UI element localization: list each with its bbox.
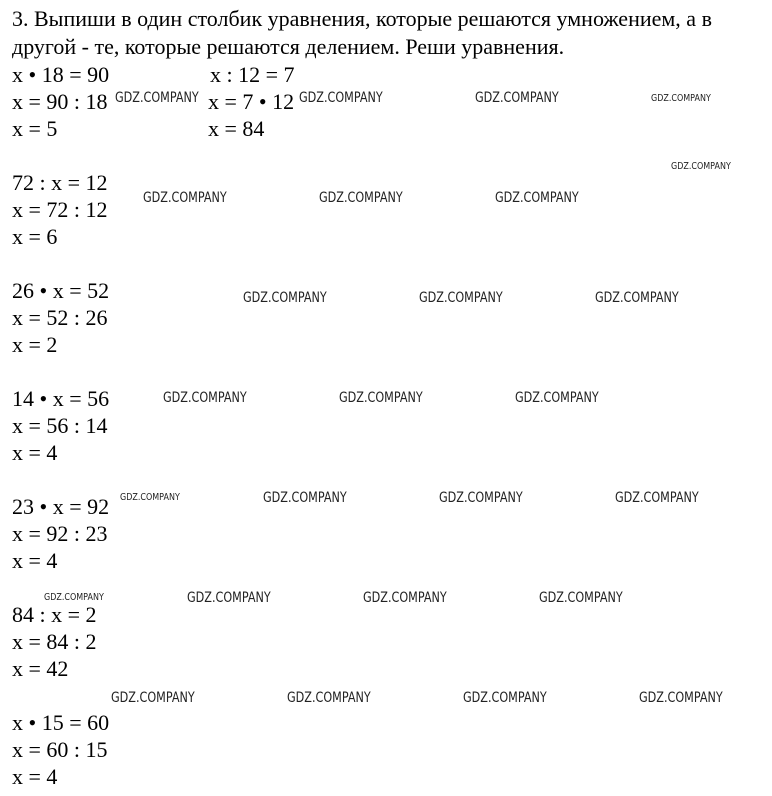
task-text: 3. Выпиши в один столбик уравнения, которые решаются умножением, а в другой - те, которые решаются делением. Реши уравнения. [12, 6, 712, 59]
answer: x = 42 [12, 656, 69, 681]
watermark: GDZ.COMPANY [143, 190, 227, 206]
watermark: GDZ.COMPANY [243, 290, 327, 306]
watermark: GDZ.COMPANY [615, 490, 699, 506]
answer: x = 2 [12, 332, 58, 357]
watermark: GDZ.COMPANY [339, 390, 423, 406]
answer: x = 4 [12, 440, 58, 465]
solution-step: x = 90 : 18 [12, 89, 108, 114]
watermark: GDZ.COMPANY [111, 690, 195, 706]
equation: 84 : x = 2 [12, 602, 97, 627]
watermark: GDZ.COMPANY [263, 490, 347, 506]
watermark: GDZ.COMPANY [439, 490, 523, 506]
answer: x = 6 [12, 224, 58, 249]
equation: 26 • x = 52 [12, 278, 110, 303]
answer: x = 4 [12, 764, 58, 789]
watermark: GDZ.COMPANY [115, 90, 199, 106]
watermark: GDZ.COMPANY [539, 590, 623, 606]
answer: x = 84 [208, 116, 265, 141]
equation: x • 15 = 60 [12, 710, 110, 735]
solution-step: x = 72 : 12 [12, 197, 108, 222]
watermark: GDZ.COMPANY [363, 590, 447, 606]
watermark: GDZ.COMPANY [163, 390, 247, 406]
watermark: GDZ.COMPANY [287, 690, 371, 706]
watermark: GDZ.COMPANY [120, 492, 180, 503]
watermark: GDZ.COMPANY [495, 190, 579, 206]
answer: x = 4 [12, 548, 58, 573]
solution-step: x = 7 • 12 [208, 89, 295, 114]
watermark: GDZ.COMPANY [319, 190, 403, 206]
watermark: GDZ.COMPANY [187, 590, 271, 606]
equation: x : 12 = 7 [210, 62, 295, 87]
watermark: GDZ.COMPANY [44, 592, 104, 603]
watermark: GDZ.COMPANY [299, 90, 383, 106]
equation: 23 • x = 92 [12, 494, 110, 519]
watermark: GDZ.COMPANY [419, 290, 503, 306]
solution-step: x = 60 : 15 [12, 737, 108, 762]
equation: 14 • x = 56 [12, 386, 110, 411]
equation: x • 18 = 90 [12, 62, 110, 87]
answer: x = 5 [12, 116, 58, 141]
solution-step: x = 56 : 14 [12, 413, 108, 438]
watermark: GDZ.COMPANY [463, 690, 547, 706]
watermark: GDZ.COMPANY [595, 290, 679, 306]
watermark: GDZ.COMPANY [651, 93, 711, 104]
solution-step: x = 84 : 2 [12, 629, 97, 654]
watermark: GDZ.COMPANY [475, 90, 559, 106]
watermark: GDZ.COMPANY [671, 161, 731, 172]
watermark: GDZ.COMPANY [639, 690, 723, 706]
watermark: GDZ.COMPANY [515, 390, 599, 406]
equation: 72 : x = 12 [12, 170, 108, 195]
solution-step: x = 92 : 23 [12, 521, 108, 546]
solution-step: x = 52 : 26 [12, 305, 108, 330]
